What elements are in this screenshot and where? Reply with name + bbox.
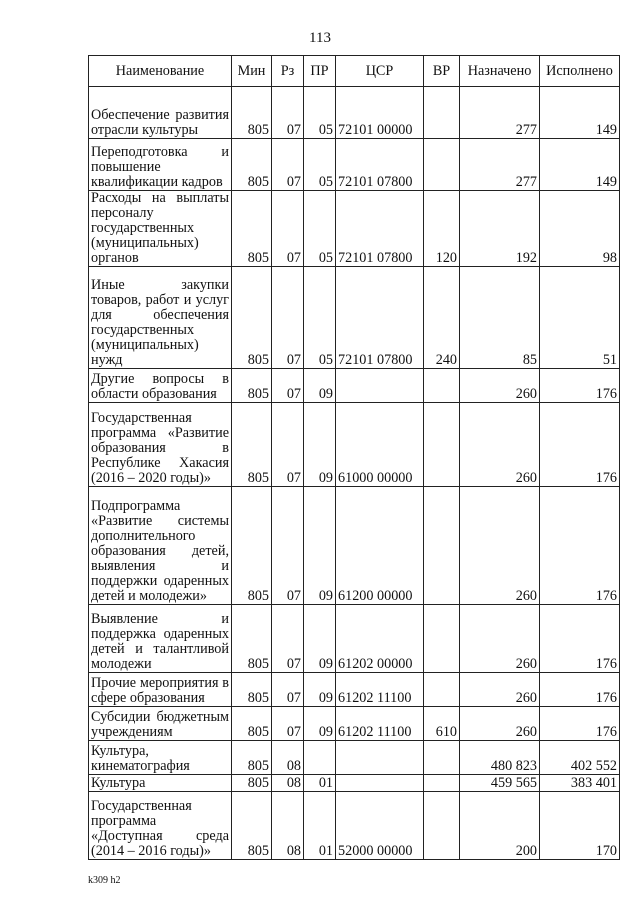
- row-rz: 07: [272, 191, 304, 267]
- row-vr: [424, 139, 460, 191]
- row-name: Государственная программа «Развитие образования в Республике Хакасия (2016 – 2020 годы)»: [89, 403, 232, 487]
- row-executed: 176: [540, 707, 620, 741]
- row-rz: 07: [272, 139, 304, 191]
- row-min: 805: [232, 792, 272, 860]
- table-header-row: [89, 56, 620, 87]
- table-row: [89, 605, 620, 673]
- row-executed: 176: [540, 403, 620, 487]
- row-assigned: 480 823: [460, 741, 540, 775]
- row-vr: [424, 792, 460, 860]
- table-row: [89, 487, 620, 605]
- row-pr: 09: [304, 403, 336, 487]
- row-pr: [304, 741, 336, 775]
- row-csr: 72101 00000: [336, 87, 424, 139]
- row-pr: 09: [304, 369, 336, 403]
- row-min: 805: [232, 487, 272, 605]
- row-name: Культура, кинематография: [89, 741, 232, 775]
- row-rz: 07: [272, 369, 304, 403]
- row-min: 805: [232, 139, 272, 191]
- row-assigned: 192: [460, 191, 540, 267]
- row-rz: 07: [272, 673, 304, 707]
- table-row: [89, 369, 620, 403]
- table-row: [89, 267, 620, 369]
- row-executed: 51: [540, 267, 620, 369]
- row-rz: 07: [272, 707, 304, 741]
- row-assigned: 260: [460, 707, 540, 741]
- row-csr: [336, 369, 424, 403]
- row-rz: 08: [272, 741, 304, 775]
- header-min: Мин: [232, 56, 272, 87]
- row-executed: 176: [540, 487, 620, 605]
- row-min: 805: [232, 707, 272, 741]
- row-pr: 05: [304, 191, 336, 267]
- row-min: 805: [232, 267, 272, 369]
- row-csr: 72101 07800: [336, 267, 424, 369]
- table-row: [89, 87, 620, 139]
- row-vr: [424, 673, 460, 707]
- page-number: 113: [309, 30, 331, 46]
- row-executed: 98: [540, 191, 620, 267]
- row-min: 805: [232, 605, 272, 673]
- table-row: [89, 741, 620, 775]
- table-row: [89, 139, 620, 191]
- row-pr: 01: [304, 775, 336, 792]
- row-csr: 61202 00000: [336, 605, 424, 673]
- header-pr: ПР: [304, 56, 336, 87]
- row-pr: 09: [304, 487, 336, 605]
- row-rz: 07: [272, 487, 304, 605]
- row-executed: 176: [540, 673, 620, 707]
- row-name: Субсидии бюджетным учреждениям: [89, 707, 232, 741]
- row-pr: 05: [304, 87, 336, 139]
- row-vr: 120: [424, 191, 460, 267]
- row-csr: 52000 00000: [336, 792, 424, 860]
- row-assigned: 260: [460, 605, 540, 673]
- header-executed: Исполнено: [540, 56, 620, 87]
- row-assigned: 260: [460, 369, 540, 403]
- row-rz: 07: [272, 87, 304, 139]
- row-name: Иные закупки товаров, работ и услуг для обеспечения государственных (муниципальных) нужд: [89, 267, 232, 369]
- row-min: 805: [232, 403, 272, 487]
- row-min: 805: [232, 369, 272, 403]
- row-name: Культура: [89, 775, 232, 792]
- row-name: Прочие мероприятия в сфере образования: [89, 673, 232, 707]
- row-assigned: 277: [460, 139, 540, 191]
- row-executed: 383 401: [540, 775, 620, 792]
- row-executed: 402 552: [540, 741, 620, 775]
- row-csr: 72101 07800: [336, 191, 424, 267]
- row-assigned: 277: [460, 87, 540, 139]
- row-csr: [336, 741, 424, 775]
- footer-code: k309 h2: [88, 875, 121, 886]
- row-rz: 07: [272, 605, 304, 673]
- row-csr: 72101 07800: [336, 139, 424, 191]
- table-row: [89, 792, 620, 860]
- table-row: [89, 673, 620, 707]
- header-csr: ЦСР: [336, 56, 424, 87]
- row-executed: 176: [540, 605, 620, 673]
- row-vr: [424, 775, 460, 792]
- table-row: [89, 191, 620, 267]
- row-rz: 08: [272, 792, 304, 860]
- row-pr: 09: [304, 673, 336, 707]
- row-name: Выявление и поддержка одаренных детей и талантливой молодежи: [89, 605, 232, 673]
- header-assigned: Назначено: [460, 56, 540, 87]
- row-pr: 09: [304, 707, 336, 741]
- table-row: [89, 775, 620, 792]
- row-vr: [424, 741, 460, 775]
- row-vr: [424, 487, 460, 605]
- table-row: [89, 707, 620, 741]
- row-csr: 61200 00000: [336, 487, 424, 605]
- row-assigned: 85: [460, 267, 540, 369]
- row-vr: 610: [424, 707, 460, 741]
- row-min: 805: [232, 741, 272, 775]
- row-name: Переподготовка и повышение квалификации кадров: [89, 139, 232, 191]
- row-rz: 08: [272, 775, 304, 792]
- row-csr: 61000 00000: [336, 403, 424, 487]
- row-assigned: 260: [460, 403, 540, 487]
- row-executed: 176: [540, 369, 620, 403]
- row-name: Подпрограмма «Развитие системы дополнительного образования детей, выявления и поддержки одаренных детей и молодежи»: [89, 487, 232, 605]
- row-min: 805: [232, 191, 272, 267]
- header-rz: Рз: [272, 56, 304, 87]
- row-assigned: 260: [460, 487, 540, 605]
- row-assigned: 459 565: [460, 775, 540, 792]
- header-vr: ВР: [424, 56, 460, 87]
- row-vr: [424, 403, 460, 487]
- row-rz: 07: [272, 267, 304, 369]
- row-assigned: 200: [460, 792, 540, 860]
- row-vr: [424, 369, 460, 403]
- row-pr: 05: [304, 267, 336, 369]
- row-min: 805: [232, 87, 272, 139]
- row-name: Государственная программа «Доступная среда (2014 – 2016 годы)»: [89, 792, 232, 860]
- row-executed: 149: [540, 87, 620, 139]
- row-pr: 01: [304, 792, 336, 860]
- row-pr: 05: [304, 139, 336, 191]
- row-csr: [336, 775, 424, 792]
- row-name: Обеспечение развития отрасли культуры: [89, 87, 232, 139]
- table-row: [89, 403, 620, 487]
- row-vr: 240: [424, 267, 460, 369]
- row-csr: 61202 11100: [336, 707, 424, 741]
- row-min: 805: [232, 673, 272, 707]
- row-executed: 170: [540, 792, 620, 860]
- row-executed: 149: [540, 139, 620, 191]
- row-name: Расходы на выплаты персоналу государственных (муниципальных) органов: [89, 191, 232, 267]
- table-body: [89, 87, 620, 860]
- row-assigned: 260: [460, 673, 540, 707]
- budget-table: [88, 55, 620, 860]
- row-vr: [424, 87, 460, 139]
- row-name: Другие вопросы в области образования: [89, 369, 232, 403]
- header-name: Наименование: [89, 56, 232, 87]
- row-min: 805: [232, 775, 272, 792]
- row-csr: 61202 11100: [336, 673, 424, 707]
- row-vr: [424, 605, 460, 673]
- row-rz: 07: [272, 403, 304, 487]
- row-pr: 09: [304, 605, 336, 673]
